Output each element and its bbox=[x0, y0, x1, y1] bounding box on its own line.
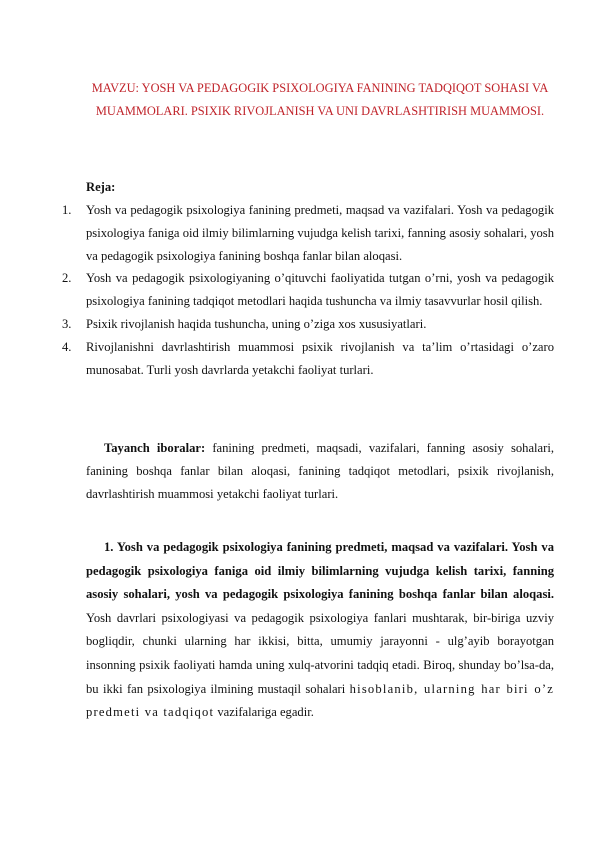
keywords-text: fanining predmeti, maqsadi, vazifalari, fanning asosiy sohalari, fanining boshqa fanlar bilan aloqasi, fanining tadqiqot metodlari, psixik rivojlanish, davrlashtirish muammosi yetakchi faoliyat turlari. bbox=[86, 441, 554, 502]
section-body-spaced: hisoblanib, ularning har biri o’z predmeti va tadqiqot bbox=[86, 681, 555, 720]
plan-item bbox=[62, 199, 554, 267]
plan-item-number: 4. bbox=[62, 339, 72, 354]
plan-item-number: 3. bbox=[62, 316, 72, 331]
plan-item-number: 1. bbox=[62, 203, 72, 217]
plan-item-text: Psixik rivojlanish haqida tushuncha, uning o’ziga xos xususiyatlari. bbox=[86, 316, 427, 331]
plan-item-text: Rivojlanishni davrlashtirish muammosi psixik rivojlanish va ta’lim o’rtasidagi o’zaro munosabat. Turli yosh davrlarda yetakchi faoliyat turlari. bbox=[86, 339, 554, 377]
plan-heading: Reja: bbox=[86, 180, 116, 194]
plan-item bbox=[62, 313, 554, 336]
plan-item bbox=[62, 336, 554, 382]
section-body: Yosh davrlari psixologiyasi va pedagogik psixologiya fanlari mushtarak, bir-biriga uzviy bogliqdir, chunki ularning har ikkisi, bitta, umumiy jarayonni - ulg’ayib borayotgan insonning psixik faoliyati hamda uning xulq-atvorini tadqiq etadi. Biroq, shunday bo’lsa-da, bu ikki fan psixologiya ilmining mustaqil sohalari bbox=[86, 610, 554, 696]
section-heading: 1. Yosh va pedagogik psixologiya fanining predmeti, maqsad va vazifalari. Yosh va pedagogik psixologiya faniga oid ilmiy bilimlarning vujudga kelish tarixi, fanning asosiy sohalari, yosh va pedagogik psixologiya fanining boshqa fanlar bilan aloqasi. bbox=[86, 540, 554, 602]
keywords-label: Tayanch iboralar: bbox=[104, 441, 206, 455]
plan-item-text: Yosh va pedagogik psixologiya fanining predmeti, maqsad va vazifalari. Yosh va pedagogik psixologiya faniga oid ilmiy bilimlarning vujudga kelish tarixi, fanning asosiy sohalari, yosh va pedagogik psixologiya fanining boshqa fanlar bilan aloqasi. bbox=[86, 203, 554, 263]
plan-item-number: 2. bbox=[62, 271, 72, 286]
plan-item-text: Yosh va pedagogik psixologiyaning o’qituvchi faoliyatida tutgan o’rni, yosh va pedagogik psixologiya fanining tadqiqot metodlari haqida tushuncha va ilmiy tasavvurlar hosil qilish. bbox=[86, 271, 554, 309]
plan-list bbox=[62, 199, 554, 381]
section-body-end: vazifalariga egadir. bbox=[214, 705, 314, 720]
section-paragraph bbox=[86, 536, 554, 725]
keywords-paragraph bbox=[86, 437, 554, 507]
plan-item bbox=[62, 267, 554, 313]
page-title: MAVZU: YOSH VA PEDAGOGIK PSIXOLOGIYA FANINING TADQIQOT SOHASI VA MUAMMOLARI. PSIXIK RIVOJLANISH VA UNI DAVRLASHTIRISH MUAMMOSI. bbox=[91, 81, 549, 118]
